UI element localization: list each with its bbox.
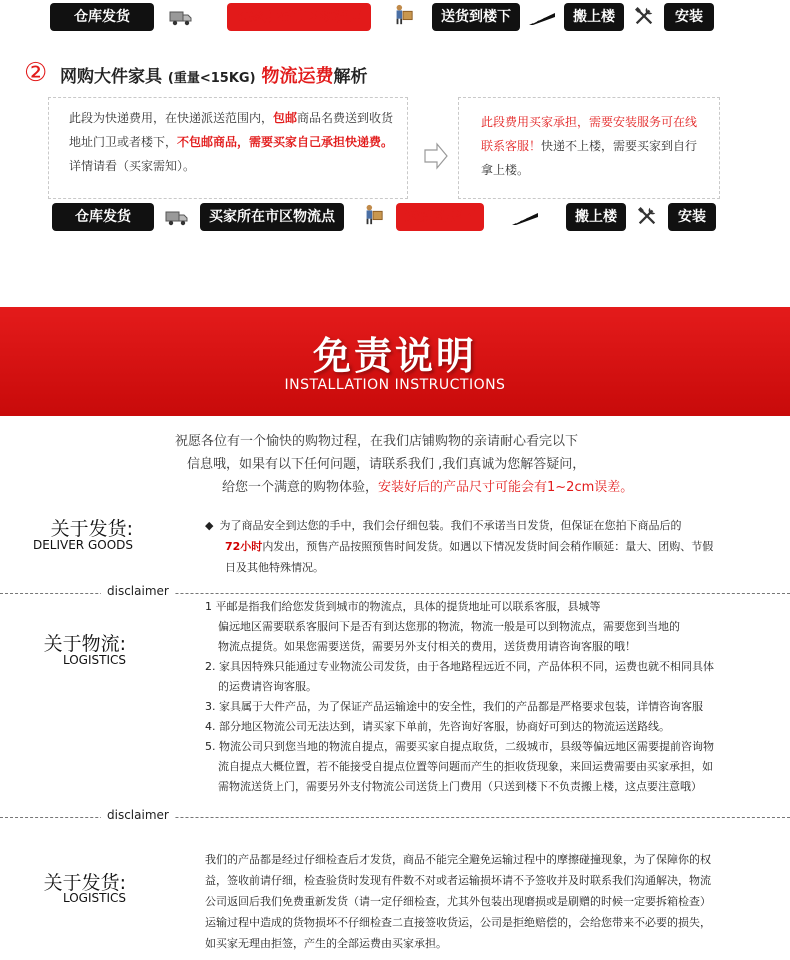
list-item: 3. 家具属于大件产品，为了保证产品运输途中的安全性，我们的产品都是严格要求包装，详情咨询客服 xyxy=(205,700,703,713)
intro-line-2: 信息哦，如果有以下任何问题，请联系我们 ,我们真诚为您解答疑问， xyxy=(187,457,586,472)
disclaimer-banner xyxy=(0,307,790,416)
list-item: 物流点提货。如果您需要送货，需要另外支付相关的费用，送货费用请咨询客服的哦！ xyxy=(218,640,636,653)
intro-line-1: 祝愿各位有一个愉快的购物过程，在我们店铺购物的亲请耐心看完以下 xyxy=(175,434,579,449)
banner-title: 免责说明 xyxy=(312,334,477,378)
section-number: ② xyxy=(24,58,48,88)
flow-step-warehouse: 仓库发货 xyxy=(52,203,154,231)
flow-step-warehouse: 仓库发货 xyxy=(50,3,154,31)
list-item: 4. 部分地区物流公司无法达到，请买家下单前，先咨询好客服，协商好可到达的物流运送路线。 xyxy=(205,720,670,733)
left-fee-box xyxy=(48,97,408,199)
ramp-icon xyxy=(510,208,540,230)
disclaimer-label: disclaimer xyxy=(101,584,175,598)
deliver-subtitle: DELIVER GOODS xyxy=(32,538,133,552)
logistics-list xyxy=(205,597,780,797)
section2-flow xyxy=(0,200,790,234)
list-item: 的运费请咨询客服。 xyxy=(218,680,317,693)
flow-step-carry-upstairs: 搬上楼 xyxy=(566,203,626,231)
list-item: 2. 家具因特殊只能通过专业物流公司发货，由于各地路程远近不同，产品体积不同，运费也就不相同具体 xyxy=(205,660,714,673)
tools-icon xyxy=(631,5,657,27)
ramp-icon xyxy=(527,8,557,30)
logistics-title: 关于物流: xyxy=(43,633,126,655)
truck-icon xyxy=(168,6,194,28)
intro-text xyxy=(0,430,790,499)
list-item: 流自提点大概位置，若不能接受自提点位置等问题而产生的拒收货现象，来回运费需要由买家承担，如 xyxy=(218,760,713,773)
banner-subtitle: INSTALLATION INSTRUCTIONS xyxy=(284,377,506,393)
top-flow xyxy=(0,0,790,38)
logistics-subtitle: LOGISTICS xyxy=(62,653,126,667)
flow-step-city-point: 买家所在市区物流点 xyxy=(200,203,344,231)
list-item: 5. 物流公司只到您当地的物流自提点，需要买家自提点取货，二级城市，县级等偏远地区需要提前咨询物 xyxy=(205,740,714,753)
hours-highlight: 72小时 xyxy=(225,540,263,553)
flow-step-carry-upstairs: 搬上楼 xyxy=(564,3,624,31)
porter-icon xyxy=(360,204,386,226)
tools-icon xyxy=(634,205,660,227)
list-item: 1 平邮是指我们给您发货到城市的物流点，具体的提货地址可以联系客服，县城等 xyxy=(205,600,601,613)
flow-step-city-point: 买家所在市区物流点 xyxy=(227,3,371,31)
right-fee-text: 此段费用买家承担，需要安装服务可在线联系客服！快递不上楼，需要买家到自行拿上楼。 xyxy=(481,115,698,177)
flow-step-install: 安装 xyxy=(668,203,716,231)
porter-icon xyxy=(390,4,416,26)
flow-step-downstairs: 送货到楼下 xyxy=(432,3,520,31)
inspection-title: 关于发货: xyxy=(43,872,126,894)
diamond-bullet-icon: ◆ xyxy=(205,519,214,532)
intro-line-3: 给您一个满意的购物体验，安装好后的产品尺寸可能会有1~2cm误差。 xyxy=(222,480,634,495)
right-arrow-icon xyxy=(423,142,449,170)
inspection-text: 我们的产品都是经过仔细检查后才发货，商品不能完全避免运输过程中的摩擦碰撞现象，为了保障你的权 益，签收前请仔细，检查验货时发现有件数不对或者运输损坏请不予签收并及时联系我们沟通解决，物流 公司返回后我们免费重新发货（请一定仔细检查，尤其外包装出现磨损或是刷赠的时候一定要拆箱检查） 运输过程中造成的货物损坏不仔细检查二直接签收货运，公司是拒绝赔偿的，会给您带来不必要的损失， 如买家无理由拒签，产生的全部运费由买家承担。 xyxy=(205,853,711,950)
list-item: 需物流送货上门，需要另外支付物流公司送货上门费用（只送到楼下不负责搬上楼，这点要注意哦） xyxy=(218,780,702,793)
left-fee-text: 此段为快递费用，在快递派送范围内，包邮商品名费送到收货地址门卫或者楼下，不包邮商品，需要买家自己承担快递费。详情请看（买家需知）。 xyxy=(69,111,394,173)
flow-step-downstairs: 送货到楼下 xyxy=(396,203,484,231)
list-item: 偏远地区需要联系客服问下是否有到达您那的物流，物流一般是可以到物流点，需要您到当地的 xyxy=(218,620,680,633)
deliver-text: ◆ 为了商品安全到达您的手中，我们会仔细包装。我们不承诺当日发货，但保证在您拍下商品后的 72小时内发出，预售产品按照预售时间发货。如遇以下情况发货时间会稍作顺延：量大、团购、节假 日及其他特殊情况。 xyxy=(205,519,714,574)
inspection-subtitle: LOGISTICS xyxy=(62,891,126,905)
section2-heading xyxy=(24,58,624,90)
section-title: 网购大件家具 (重量<15KG) 物流运费解析 xyxy=(60,66,368,87)
deliver-title: 关于发货: xyxy=(50,518,133,540)
flow-step-install: 安装 xyxy=(664,3,714,31)
disclaimer-label: disclaimer xyxy=(101,808,175,822)
truck-icon xyxy=(164,206,190,228)
right-fee-box xyxy=(458,97,720,199)
